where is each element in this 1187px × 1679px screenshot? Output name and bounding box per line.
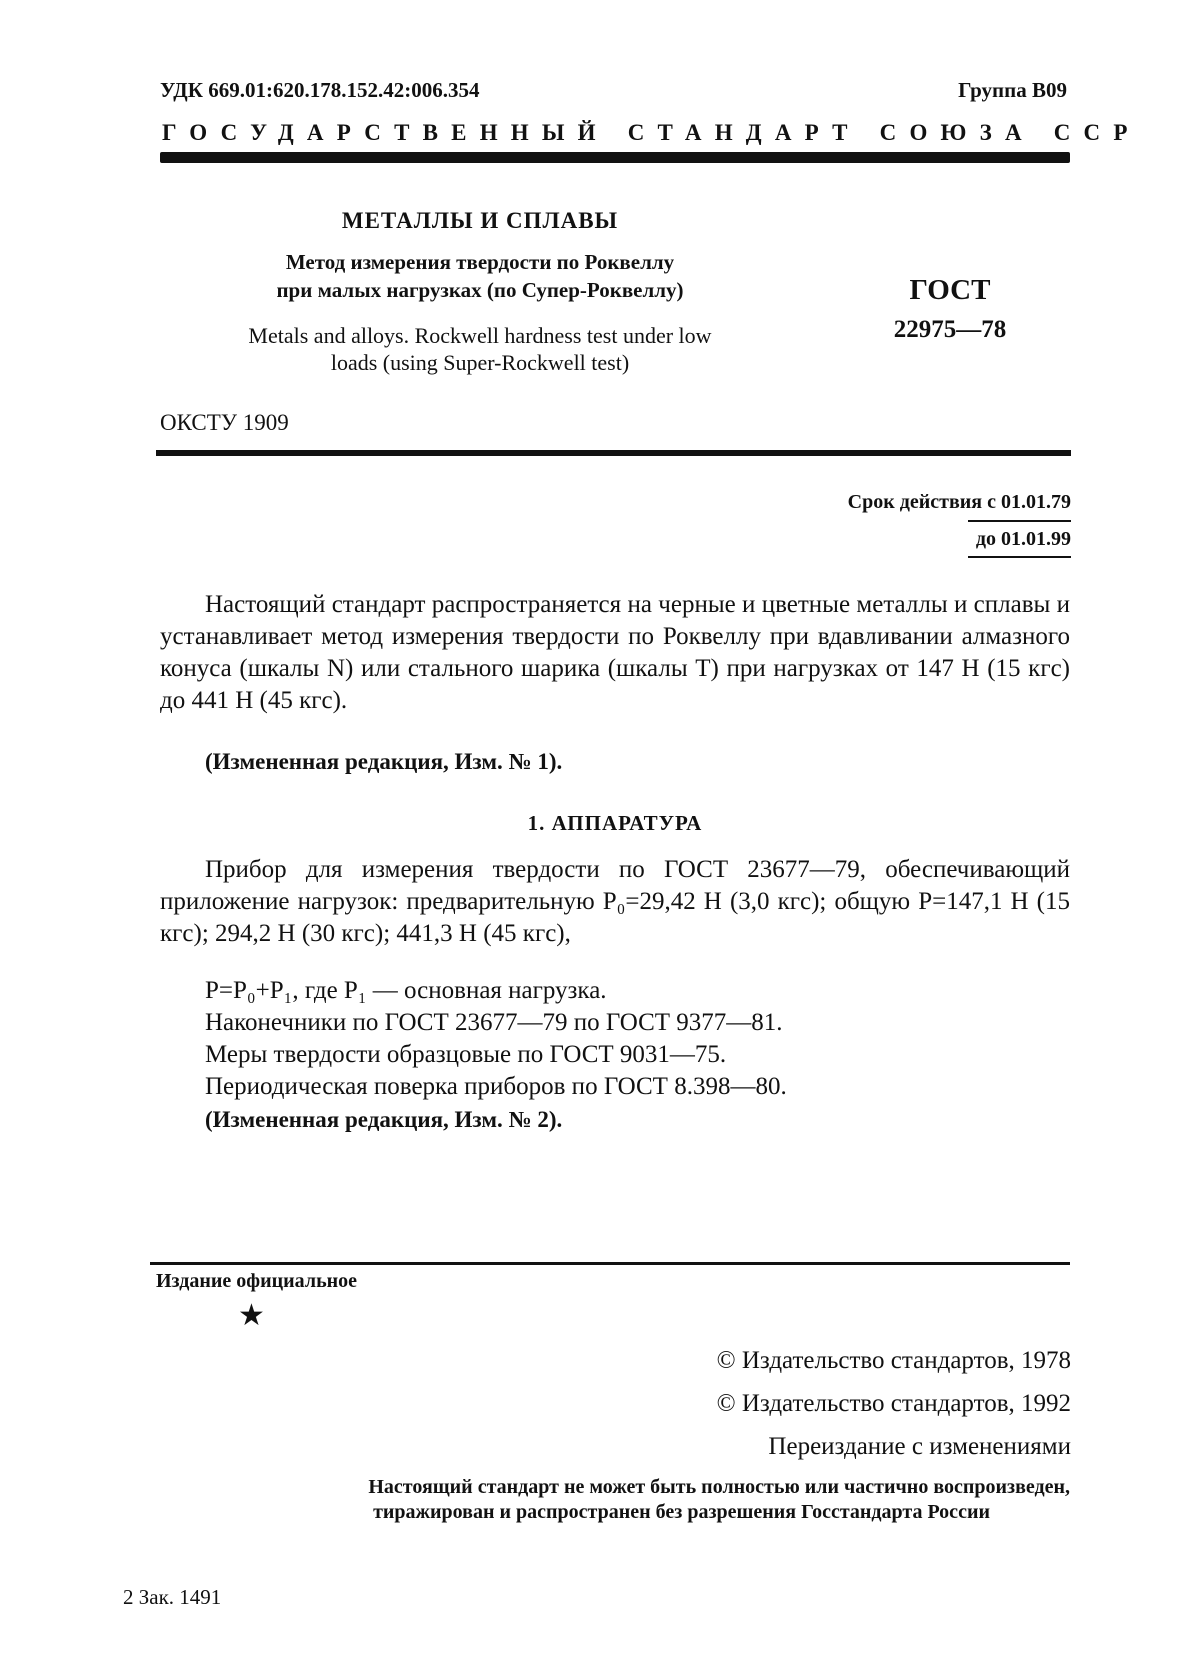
intro-paragraph: Настоящий стандарт распространяется на черные и цветные металлы и сплавы и устанавливает метод измерения твердости по Роквеллу при вдавливании алмазного конуса (шкалы N) или стального шарика (шкалы Т) при нагрузках от 147 Н (15 кгс) до 441 Н (45 кгс). [160, 591, 1070, 714]
intro-revision-note: (Измененная редакция, Изм. № 1). [205, 749, 563, 774]
gost-number: 22975—78 [893, 316, 1007, 343]
load-formula: P=P₀+P₁, где P₁ — основная нагрузка. [205, 977, 607, 1004]
validity-to: до 01.01.99 [975, 528, 1071, 550]
header-divider [160, 152, 1070, 163]
official-edition-label: Издание официальное [156, 1270, 358, 1292]
subtitle-ru-line2: при малых нагрузках (по Супер-Роквеллу) [276, 278, 684, 302]
document-title: МЕТАЛЛЫ И СПЛАВЫ [341, 208, 619, 233]
order-number: 2 Зак. 1491 [123, 1585, 222, 1609]
state-standard-heading: ГОСУДАРСТВЕННЫЙ СТАНДАРТ СОЮЗА ССР [162, 120, 1141, 145]
footer-divider [150, 1262, 1070, 1265]
apparatus-paragraph: Прибор для измерения твердости по ГОСТ 23677—79, обеспечивающий приложение нагрузок: предварительную P₀=29,42 Н (3,0 кгс); общую P=147,1 Н (15 кгс); 294,2 Н (30 кгс); 441,3 Н (45 кгс), [160, 856, 1070, 947]
validity-from-rule [968, 520, 1071, 522]
section-heading: 1. АППАРАТУРА [527, 811, 703, 835]
group-code: Группа В09 [958, 78, 1067, 102]
apparatus-revision-note: (Измененная редакция, Изм. № 2). [205, 1107, 563, 1132]
reissue-note: Переиздание с изменениями [768, 1433, 1071, 1460]
tips-line: Наконечники по ГОСТ 23677—79 по ГОСТ 9377—81. [205, 1009, 783, 1036]
title-divider [156, 450, 1071, 456]
copyright-1992: © Издательство стандартов, 1992 [716, 1390, 1071, 1417]
verification-line: Периодическая поверка приборов по ГОСТ 8.398—80. [205, 1073, 787, 1100]
subtitle-en-line1: Metals and alloys. Rockwell hardness test under low [248, 323, 712, 348]
gost-label: ГОСТ [909, 274, 991, 306]
reproduction-notice-line2: тиражирован и распространен без разрешения Госстандарта России [373, 1501, 990, 1523]
star-icon: ★ [238, 1299, 265, 1332]
reproduction-notice-line1: Настоящий стандарт не может быть полностью или частично воспроизведен, [368, 1476, 1070, 1498]
validity-to-rule [968, 556, 1071, 558]
measures-line: Меры твердости образцовые по ГОСТ 9031—75. [205, 1041, 727, 1068]
validity-from: Срок действия с 01.01.79 [847, 491, 1071, 513]
subtitle-ru-line1: Метод измерения твердости по Роквеллу [285, 250, 675, 274]
subtitle-en-line2: loads (using Super-Rockwell test) [330, 350, 630, 375]
udk-code: УДК 669.01:620.178.152.42:006.354 [160, 78, 480, 102]
okstu-code: ОКСТУ 1909 [160, 410, 289, 435]
copyright-1978: © Издательство стандартов, 1978 [716, 1347, 1071, 1374]
